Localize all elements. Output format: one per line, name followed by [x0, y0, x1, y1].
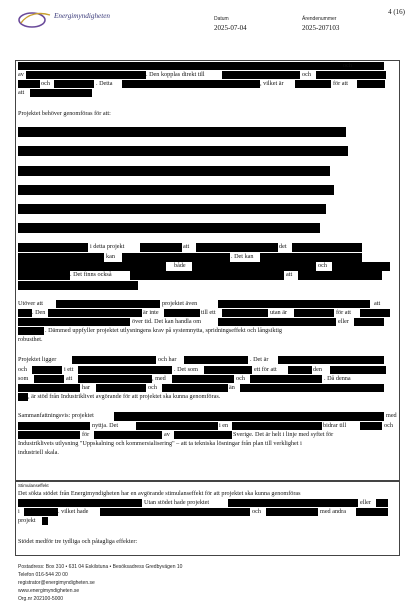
footer-phone: Telefon 016-544 20 00 — [18, 572, 68, 578]
text-utan-stod: Utan stödet hade projektet — [144, 499, 210, 506]
text-det-finns-ocksa: . Det finns också — [70, 271, 112, 278]
redaction — [218, 300, 370, 308]
redaction — [72, 356, 156, 364]
text-och: och — [18, 366, 27, 373]
text-for: för — [82, 431, 90, 438]
redaction — [114, 412, 384, 421]
redaction — [18, 185, 334, 195]
redaction — [122, 253, 230, 262]
redaction — [298, 271, 382, 280]
redaction — [18, 262, 166, 271]
redaction — [162, 384, 228, 392]
redaction — [232, 422, 322, 430]
redaction — [316, 71, 386, 79]
redaction — [295, 80, 331, 88]
text-med: , med — [152, 375, 166, 382]
redaction — [376, 499, 388, 507]
redaction — [222, 309, 268, 317]
text-att: att — [183, 243, 190, 250]
redaction — [250, 375, 322, 383]
text-bidrar-till: bidrar till — [323, 422, 347, 429]
text-det: det — [279, 243, 287, 250]
text-att: att — [18, 89, 25, 96]
text-eller: eller — [338, 318, 349, 325]
redaction — [18, 62, 358, 70]
text-och: och — [236, 375, 245, 382]
text-och: och — [302, 71, 311, 78]
text-av: av — [18, 71, 24, 78]
text-bade: både — [174, 262, 186, 269]
redaction — [192, 262, 316, 271]
text-vilket-hade: . vilket hade — [58, 508, 89, 515]
redaction — [240, 384, 384, 392]
redaction — [184, 356, 248, 364]
redaction — [278, 356, 384, 364]
text-dammed: . Dämmed uppfyller projektet utlysningens krav på systemnytta, spridningseffekt och långsiktig — [45, 327, 283, 334]
redaction — [32, 366, 62, 374]
redaction — [260, 253, 362, 262]
text-sverige: Sverige. Det är helt i linje med syftet för — [233, 431, 334, 438]
text-det-ar: . Det är — [250, 356, 269, 363]
redaction — [18, 393, 28, 401]
redaction — [204, 366, 252, 374]
redaction — [18, 327, 44, 335]
text-kopplas: . Den kopplas direkt till — [146, 71, 205, 78]
text-det-som: . Det som — [174, 366, 198, 373]
text-av: av — [164, 431, 170, 438]
text-och: och — [148, 384, 157, 391]
redaction — [94, 431, 162, 439]
redaction — [218, 318, 336, 326]
redaction — [48, 309, 142, 317]
redaction — [356, 62, 384, 70]
text-vilket: , vilket är — [260, 80, 284, 87]
redaction — [30, 89, 92, 97]
redaction — [330, 366, 386, 374]
text-robusthet: robusthet. — [18, 336, 43, 343]
behover-heading: Projektet behöver genomföras för att: — [18, 110, 111, 117]
text-som: som — [18, 375, 29, 382]
redaction — [266, 508, 318, 516]
page-number: 4 (16) — [388, 8, 405, 16]
text-och: och — [384, 422, 393, 429]
redaction — [100, 508, 250, 516]
redaction — [78, 375, 152, 383]
energimyndigheten-logo — [18, 9, 118, 29]
redaction — [96, 384, 146, 392]
text-stod: , är stöd från Industriklivet avgörande för att projektet ska kunna genomföras. — [28, 393, 221, 400]
text-an: än — [229, 384, 235, 391]
footer-orgnr: Org.nr 202100-5000 — [18, 596, 64, 602]
redaction — [24, 508, 58, 516]
redaction — [292, 243, 362, 252]
redaction — [294, 309, 334, 317]
redaction — [174, 431, 232, 439]
redaction — [164, 309, 200, 317]
redaction — [18, 204, 326, 214]
section-divider — [15, 481, 400, 482]
redaction — [18, 384, 80, 392]
text-med-andra: med andra — [320, 508, 346, 515]
redaction — [26, 71, 146, 79]
redaction — [222, 71, 300, 79]
redaction — [18, 146, 348, 156]
stimulus-line1: Det sökta stödet från Energimyndigheten har en avgörande stimulanseffekt för att projektet ska kunna genomföras — [18, 490, 301, 497]
redaction — [18, 80, 40, 88]
text-industriell: industriell skala. — [18, 449, 59, 456]
redaction — [172, 375, 234, 383]
redaction — [18, 166, 330, 176]
case-label: Ärendenummer — [302, 16, 337, 22]
text-nyttja: nyttja. Det — [92, 422, 119, 429]
text-i-ett: i ett — [64, 366, 74, 373]
text-da-denna: . Då denna — [324, 375, 351, 382]
text-i: i — [18, 508, 20, 515]
redaction — [18, 281, 138, 290]
text-detta: . Detta — [96, 80, 113, 87]
text-har: har — [82, 384, 90, 391]
text-utover: Utöver att — [18, 300, 43, 307]
text-i-en: i en — [219, 422, 229, 429]
text-den: den — [313, 366, 322, 373]
text-med: med — [386, 412, 397, 419]
redaction — [18, 309, 32, 317]
redaction — [34, 375, 64, 383]
text-utan-ar: utan är — [270, 309, 288, 316]
text-att: att — [286, 271, 293, 278]
redaction — [360, 422, 382, 430]
redaction — [18, 253, 104, 262]
redaction — [18, 431, 80, 439]
redaction — [18, 422, 90, 430]
redaction — [18, 318, 130, 326]
text-och: och — [252, 508, 261, 515]
footer-email: registrator@energimyndigheten.se — [18, 580, 95, 586]
redaction — [354, 318, 384, 326]
text-och: och — [343, 62, 352, 69]
text-over-tid: över tid. Det kan handla om — [132, 318, 202, 325]
redaction — [54, 80, 94, 88]
text-det-kan: . Det kan — [231, 253, 254, 260]
redaction — [18, 223, 320, 233]
redaction — [332, 262, 390, 271]
redaction — [140, 243, 182, 252]
text-for-att: ett för att — [254, 366, 277, 373]
text-i-detta-projekt: i detta projekt — [90, 243, 125, 250]
redaction — [18, 127, 346, 137]
stimulus-medfor: Stödet medför tre tydliga och påtagliga effekter: — [18, 538, 138, 545]
text-ar-inte: är inte — [143, 309, 159, 316]
text-for-att: för att — [333, 80, 348, 87]
text-och-har: och har — [158, 356, 177, 363]
date-value: 2025-07-04 — [214, 24, 247, 32]
footer-address: Postadress: Box 310 • 631 04 Eskilstuna • Besöksadress Gredbyvägen 10 — [18, 564, 183, 570]
redaction — [288, 366, 312, 374]
text-till-ett: till ett — [201, 309, 216, 316]
redaction — [357, 80, 385, 88]
logo-text: Energimyndigheten — [54, 12, 111, 20]
text-projektet-aven: projektet även — [162, 300, 198, 307]
stimulus-label: Stimulanseffekt — [18, 483, 49, 488]
text-att: att — [66, 375, 73, 382]
redaction — [136, 422, 218, 430]
footer-website: www.energimyndigheten.se — [18, 588, 80, 594]
text-for-att: för att — [336, 309, 351, 316]
redaction — [56, 300, 160, 308]
logo-swoosh-icon — [18, 9, 54, 29]
redaction — [18, 271, 70, 280]
text-sammanfattningsvis: Sammanfattningsvis: projektet — [18, 412, 94, 419]
redaction — [122, 80, 260, 88]
text-den: . Den — [32, 309, 46, 316]
date-label: Datum — [214, 16, 229, 22]
case-value: 2025-207103 — [302, 24, 340, 32]
redaction — [18, 243, 88, 252]
text-eller: eller — [360, 499, 371, 506]
text-projektet-ligger: Projektet ligger — [18, 356, 57, 363]
redaction — [360, 309, 390, 317]
text-industriklivets: Industriklivets utlysning "Uppskalning och kommersialisering" – att ta tekniska lösningar från plan till verklighet i — [18, 440, 302, 447]
text-att: att — [374, 300, 381, 307]
redaction — [42, 517, 48, 525]
text-och: och — [318, 262, 327, 269]
redaction — [196, 243, 278, 252]
redaction — [130, 271, 284, 280]
text-projekt: projekt — [18, 517, 36, 524]
text-kan: kan — [106, 253, 115, 260]
redaction — [78, 366, 172, 374]
redaction — [356, 508, 388, 516]
redaction — [228, 499, 358, 507]
text-och: och — [41, 80, 50, 87]
redaction — [18, 499, 142, 507]
